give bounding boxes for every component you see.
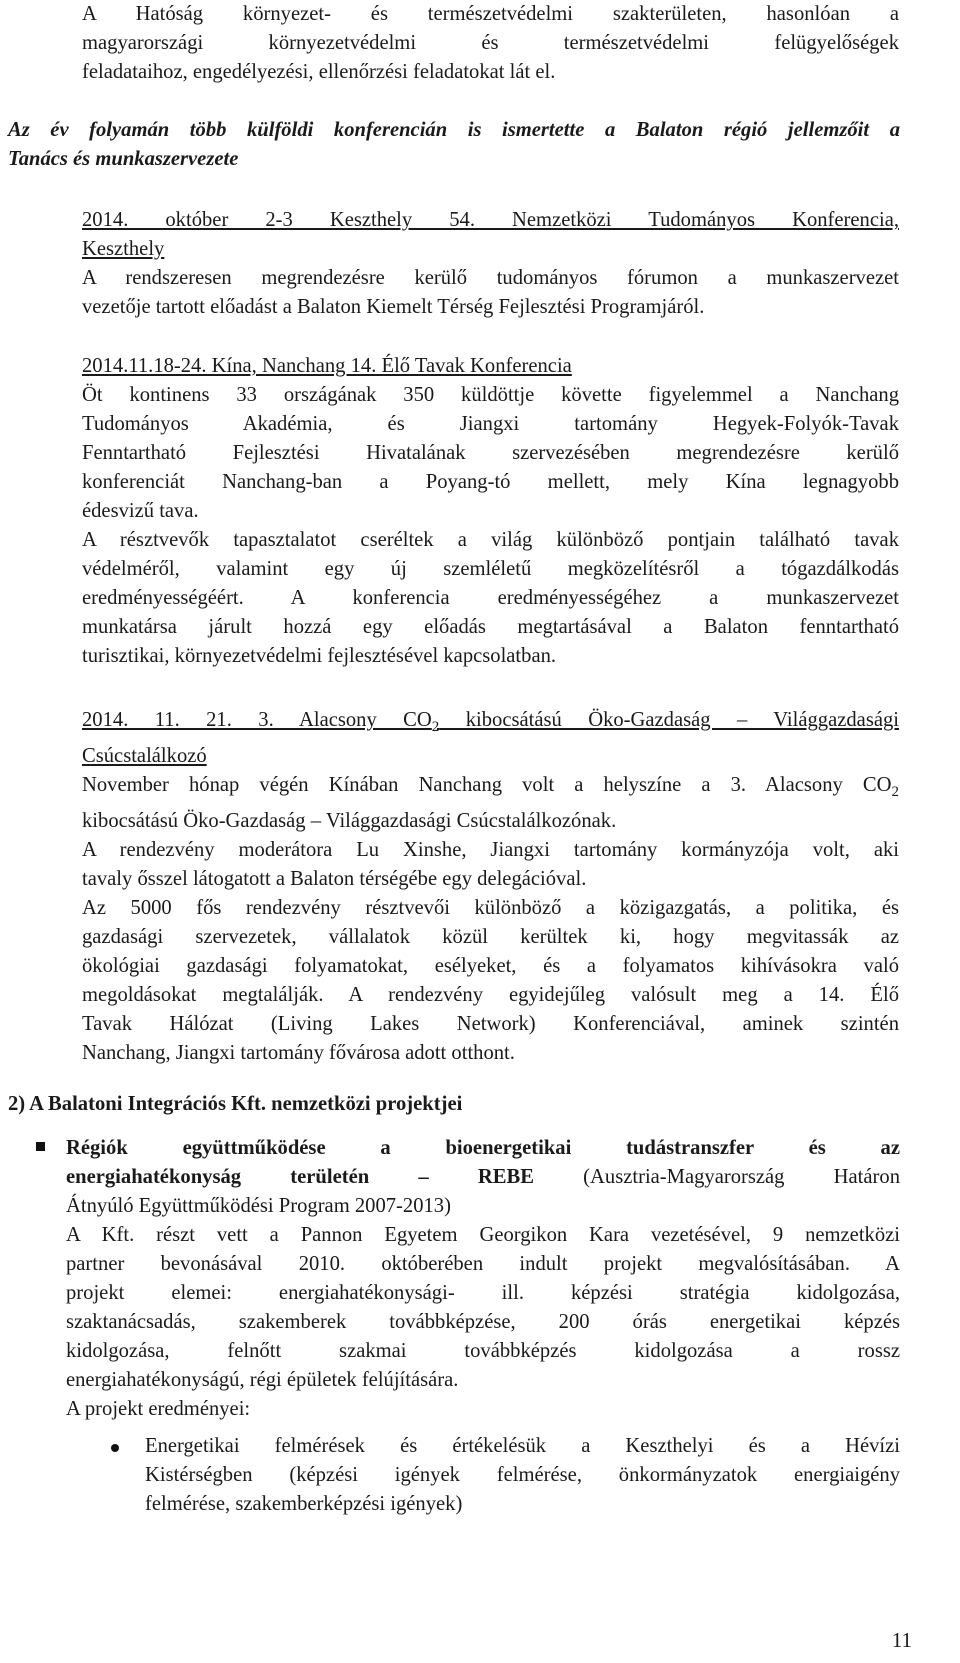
- event-title: Csúcstalálkozó: [82, 745, 207, 768]
- text-line: A rendszeresen megrendezésre kerülő tudományos fórumon a munkaszervezet: [82, 267, 899, 289]
- text-line: Energetikai felmérések és értékelésük a Keszthelyi és a Hévízi: [145, 1435, 900, 1457]
- text-line: munkatársa járult hozzá egy előadás megtartásával a Balaton fenntartható: [82, 616, 899, 638]
- intro-paragraph: [82, 0, 899, 87]
- heading-line: Az év folyamán több külföldi konferencián is ismertette a Balaton régió jellemzőit a: [8, 119, 900, 141]
- event-title: 2014. 11. 21. 3. Alacsony $CO_2$ kibocsátású Öko-Gazdaság – Világgazdasági: [82, 709, 900, 736]
- section-heading: 2) A Balatoni Integrációs Kft. nemzetközi projektjei: [8, 1093, 463, 1115]
- event-title: 2014. október 2-3 Keszthely 54. Nemzetközi Tudományos Konferencia,: [82, 209, 899, 231]
- event-low-carbon-summit: [82, 706, 899, 1068]
- text-line: A rendezvény moderátora Lu Xinshe, Jiangxi tartomány kormányzója volt, aki: [82, 839, 899, 862]
- result-item: [145, 1432, 900, 1519]
- text-line: eredményességéért. A konferencia eredményességéhez a munkaszervezet: [82, 587, 899, 609]
- conferences-heading: [8, 116, 900, 174]
- text-line: szaktanácsadás, szakemberek továbbképzése, 200 órás energetikai képzés: [66, 1311, 900, 1333]
- text-line: energiahatékonyságú, régi épületek felújítására.: [66, 1369, 459, 1391]
- project-title: Átnyúló Együttműködési Program 2007-2013): [66, 1195, 451, 1217]
- text-line: A Kft. részt vett a Pannon Egyetem Georgikon Kara vezetésével, 9 nemzetközi: [66, 1224, 900, 1246]
- text-line: magyarországi környezetvédelmi és természetvédelmi felügyelőségek: [82, 32, 899, 54]
- text-line: kibocsátású Öko-Gazdaság – Világgazdasági Csúcstalálkozónak.: [82, 810, 617, 833]
- project-title: energiahatékonyság területén – REBE (Ausztria-Magyarország Határon: [66, 1166, 900, 1188]
- heading-line: Tanács és munkaszervezete: [8, 148, 239, 170]
- page-number: 11: [891, 1628, 912, 1652]
- text-line: ökológiai gazdasági folyamatokat, esélyeket, és a folyamatos kihívásokra való: [82, 955, 899, 978]
- project-title: Régiók együttműködése a bioenergetikai tudástranszfer és az: [66, 1137, 900, 1159]
- text-line: Kistérségben (képzési igények felmérése, önkormányzatok energiaigény: [145, 1464, 900, 1486]
- event-title: Keszthely: [82, 238, 165, 260]
- text-line: gazdasági szervezetek, vállalatok közül kerültek ki, hogy megvitassák az: [82, 926, 899, 949]
- text-line: Fenntartható Fejlesztési Hivatalának szervezésében megrendezésre kerülő: [82, 442, 899, 464]
- text-line: kidolgozása, felnőtt szakmai továbbképzés kidolgozása a rossz: [66, 1340, 900, 1362]
- text-line: Tavak Hálózat (Living Lakes Network) Konferenciával, aminek szintén: [82, 1013, 899, 1036]
- round-bullet-icon: [111, 1444, 119, 1452]
- event-title: 2014.11.18-24. Kína, Nanchang 14. Élő Tavak Konferencia: [82, 355, 572, 377]
- event-keszthely: [82, 206, 899, 322]
- text-line: feladataihoz, engedélyezési, ellenőrzési feladatokat lát el.: [82, 61, 556, 83]
- square-bullet-icon: [36, 1142, 45, 1151]
- text-line: felmérése, szakemberképzési igények): [145, 1493, 463, 1515]
- text-line: A résztvevők tapasztalatot cseréltek a világ különböző pontjain található tavak: [82, 529, 899, 551]
- text-line: Az 5000 fős rendezvény résztvevői különböző a közigazgatás, a politika, és: [82, 897, 899, 920]
- results-label: A projekt eredményei:: [66, 1398, 251, 1420]
- text-line: védelméről, valamint egy új szemléletű megközelítésről a tógazdálkodás: [82, 558, 899, 580]
- text-line: Öt kontinens 33 országának 350 küldöttje követte figyelemmel a Nanchang: [82, 384, 899, 406]
- text-line: turisztikai, környezetvédelmi fejlesztésével kapcsolatban.: [82, 645, 557, 667]
- text-line: megoldásokat megtalálják. A rendezvény egyidejűleg valósult meg a 14. Élő: [82, 984, 899, 1007]
- text-line: partner bevonásával 2010. októberében indult projekt megvalósításában. A: [66, 1253, 900, 1275]
- text-line: A Hatóság környezet- és természetvédelmi szakterületen, hasonlóan a: [82, 3, 899, 25]
- project-rebe: [66, 1134, 900, 1424]
- text-line: Tudományos Akadémia, és Jiangxi tartomány Hegyek-Folyók-Tavak: [82, 413, 899, 435]
- text-line: konferenciát Nanchang-ban a Poyang-tó mellett, mely Kína legnagyobb: [82, 471, 899, 493]
- text-line: édesvizű tava.: [82, 500, 199, 522]
- text-line: tavaly ősszel látogatott a Balaton térségébe egy delegációval.: [82, 868, 587, 891]
- text-line: projekt elemei: energiahatékonysági- ill. képzési stratégia kidolgozása,: [66, 1282, 900, 1304]
- text-line: vezetője tartott előadást a Balaton Kiemelt Térség Fejlesztési Programjáról.: [82, 296, 705, 318]
- event-nanchang-living-lakes: [82, 352, 899, 671]
- text-line: November hónap végén Kínában Nanchang volt a helyszíne a 3. Alacsony $CO_2$: [82, 774, 899, 801]
- text-line: Nanchang, Jiangxi tartomány fővárosa adott otthont.: [82, 1042, 515, 1065]
